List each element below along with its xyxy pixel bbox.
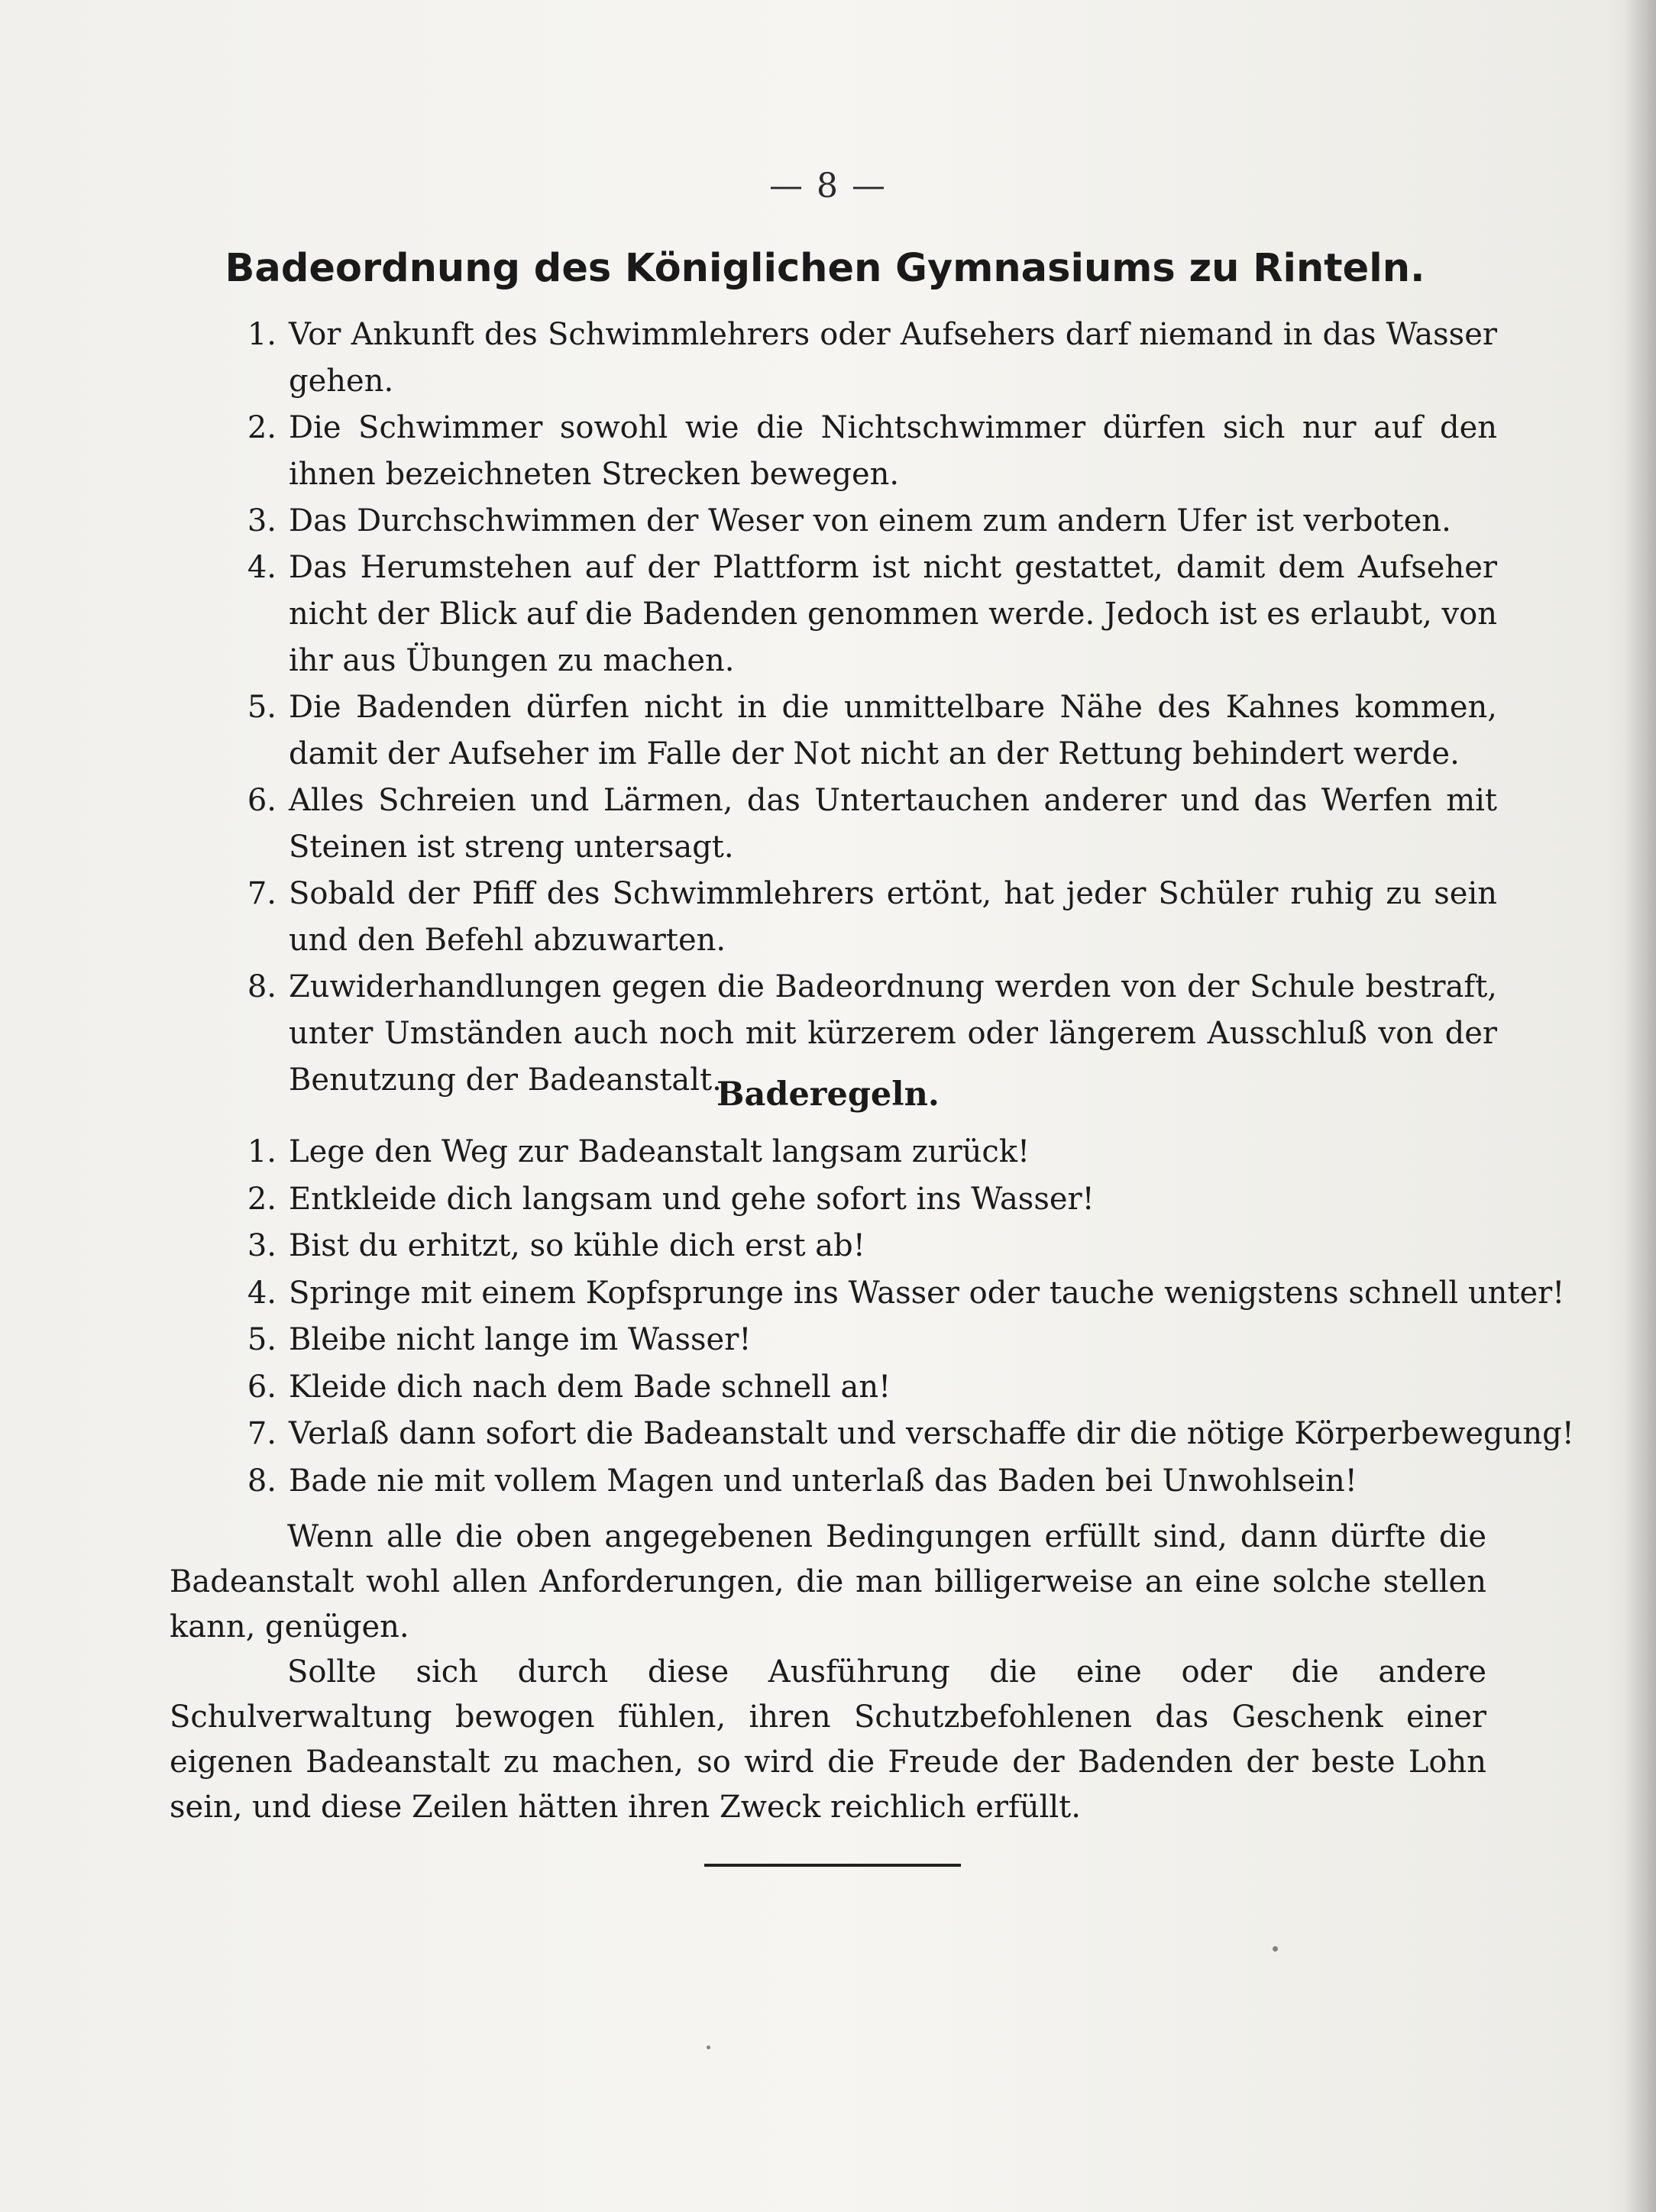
item-text: Sobald der Pfiff des Schwimmlehrers ertönt, hat jeder Schüler ruhig zu sein und den Befehl abzuwarten. (289, 876, 1497, 958)
item-number: 2. (247, 410, 277, 445)
item-number: 5. (247, 1322, 277, 1357)
item-text: Alles Schreien und Lärmen, das Untertauchen anderer und das Werfen mit Steinen ist streng untersagt. (289, 783, 1497, 865)
item-text: Das Durchschwimmen der Weser von einem zum andern Ufer ist verboten. (289, 503, 1451, 538)
item-text: Die Schwimmer sowohl wie die Nichtschwimmer dürfen sich nur auf den ihnen bezeichneten Strecken bewegen. (289, 410, 1497, 492)
closing-divider (704, 1864, 961, 1867)
item-number: 7. (247, 876, 277, 911)
list-item (229, 1176, 1512, 1224)
list-item (229, 545, 1497, 684)
item-text: Springe mit einem Kopfsprunge ins Wasser oder tauche wenigstens schnell unter! (289, 1275, 1565, 1311)
item-number: 5. (247, 690, 277, 725)
list-item (229, 778, 1497, 871)
list-item (229, 1129, 1512, 1176)
item-text: Vor Ankunft des Schwimmlehrers oder Aufsehers darf niemand in das Wasser gehen. (289, 317, 1497, 399)
item-text: Bleibe nicht lange im Wasser! (289, 1322, 752, 1357)
list-item (229, 1317, 1512, 1364)
item-text: Lege den Weg zur Badeanstalt langsam zurück! (289, 1134, 1030, 1169)
item-text: Verlaß dann sofort die Badeanstalt und verschaffe dir die nötige Körperbewegung! (289, 1416, 1574, 1451)
item-number: 8. (247, 1463, 277, 1499)
list-item (229, 1223, 1512, 1270)
item-number: 1. (247, 1134, 277, 1169)
item-text: Entkleide dich langsam und gehe sofort ins Wasser! (289, 1181, 1095, 1217)
item-number: 6. (247, 1369, 277, 1405)
scan-speck (1273, 1946, 1278, 1952)
list-item (229, 405, 1497, 498)
item-number: 6. (247, 783, 277, 818)
section-heading: Baderegeln. (716, 1075, 940, 1114)
badeordnung-list (229, 312, 1497, 1104)
list-item (229, 684, 1497, 778)
item-text: Bade nie mit vollem Magen und unterlaß das Baden bei Unwohlsein! (289, 1463, 1357, 1499)
item-text: Das Herumstehen auf der Plattform ist nicht gestattet, damit dem Aufseher nicht der Blick auf die Badenden genommen werde. Jedoch ist es erlaubt, von ihr aus Übungen zu machen. (289, 550, 1497, 678)
scan-speck (707, 2045, 710, 2049)
item-text: Bist du erhitzt, so kühle dich erst ab! (289, 1228, 865, 1263)
item-number: 1. (247, 317, 277, 352)
list-item (229, 498, 1497, 545)
list-item (229, 1364, 1512, 1412)
item-number: 8. (247, 969, 277, 1004)
list-item (229, 1270, 1565, 1318)
item-number: 2. (247, 1181, 277, 1217)
list-item (229, 312, 1497, 405)
item-text: Zuwiderhandlungen gegen die Badeordnung werden von der Schule bestraft, unter Umständen auch noch mit kürzerem oder längerem Ausschluß von der Benutzung der Badeanstalt. (289, 969, 1497, 1098)
item-number: 7. (247, 1416, 277, 1451)
item-number: 3. (247, 1228, 277, 1263)
paragraph: Wenn alle die oben angegebenen Bedingungen erfüllt sind, dann dürfte die Badeanstalt wohl allen Anforderungen, die man billigerweise an eine solche stellen kann, genügen. (170, 1519, 1486, 1644)
item-number: 4. (247, 1275, 277, 1311)
closing-text (170, 1515, 1486, 1830)
paragraph: Sollte sich durch diese Ausführung die eine oder die andere Schulverwaltung bewogen fühlen, ihren Schutzbefohlenen das Geschenk einer eigenen Badeanstalt zu machen, so wird die Freude der Badenden der beste Lohn sein, und diese Zeilen hätten ihren Zweck reichlich erfüllt. (170, 1654, 1486, 1825)
list-item (229, 1411, 1574, 1458)
list-item (229, 1458, 1512, 1505)
page-title: Badeordnung des Königlichen Gymnasiums zu Rinteln. (225, 246, 1425, 291)
item-text: Die Badenden dürfen nicht in die unmittelbare Nähe des Kahnes kommen, damit der Aufseher im Falle der Not nicht an der Rettung behindert werde. (289, 690, 1497, 771)
baderegeln-list (229, 1129, 1574, 1505)
item-text: Kleide dich nach dem Bade schnell an! (289, 1369, 891, 1405)
page-number: — 8 — (769, 167, 887, 205)
list-item (229, 871, 1497, 964)
item-number: 4. (247, 550, 277, 585)
item-number: 3. (247, 503, 277, 538)
